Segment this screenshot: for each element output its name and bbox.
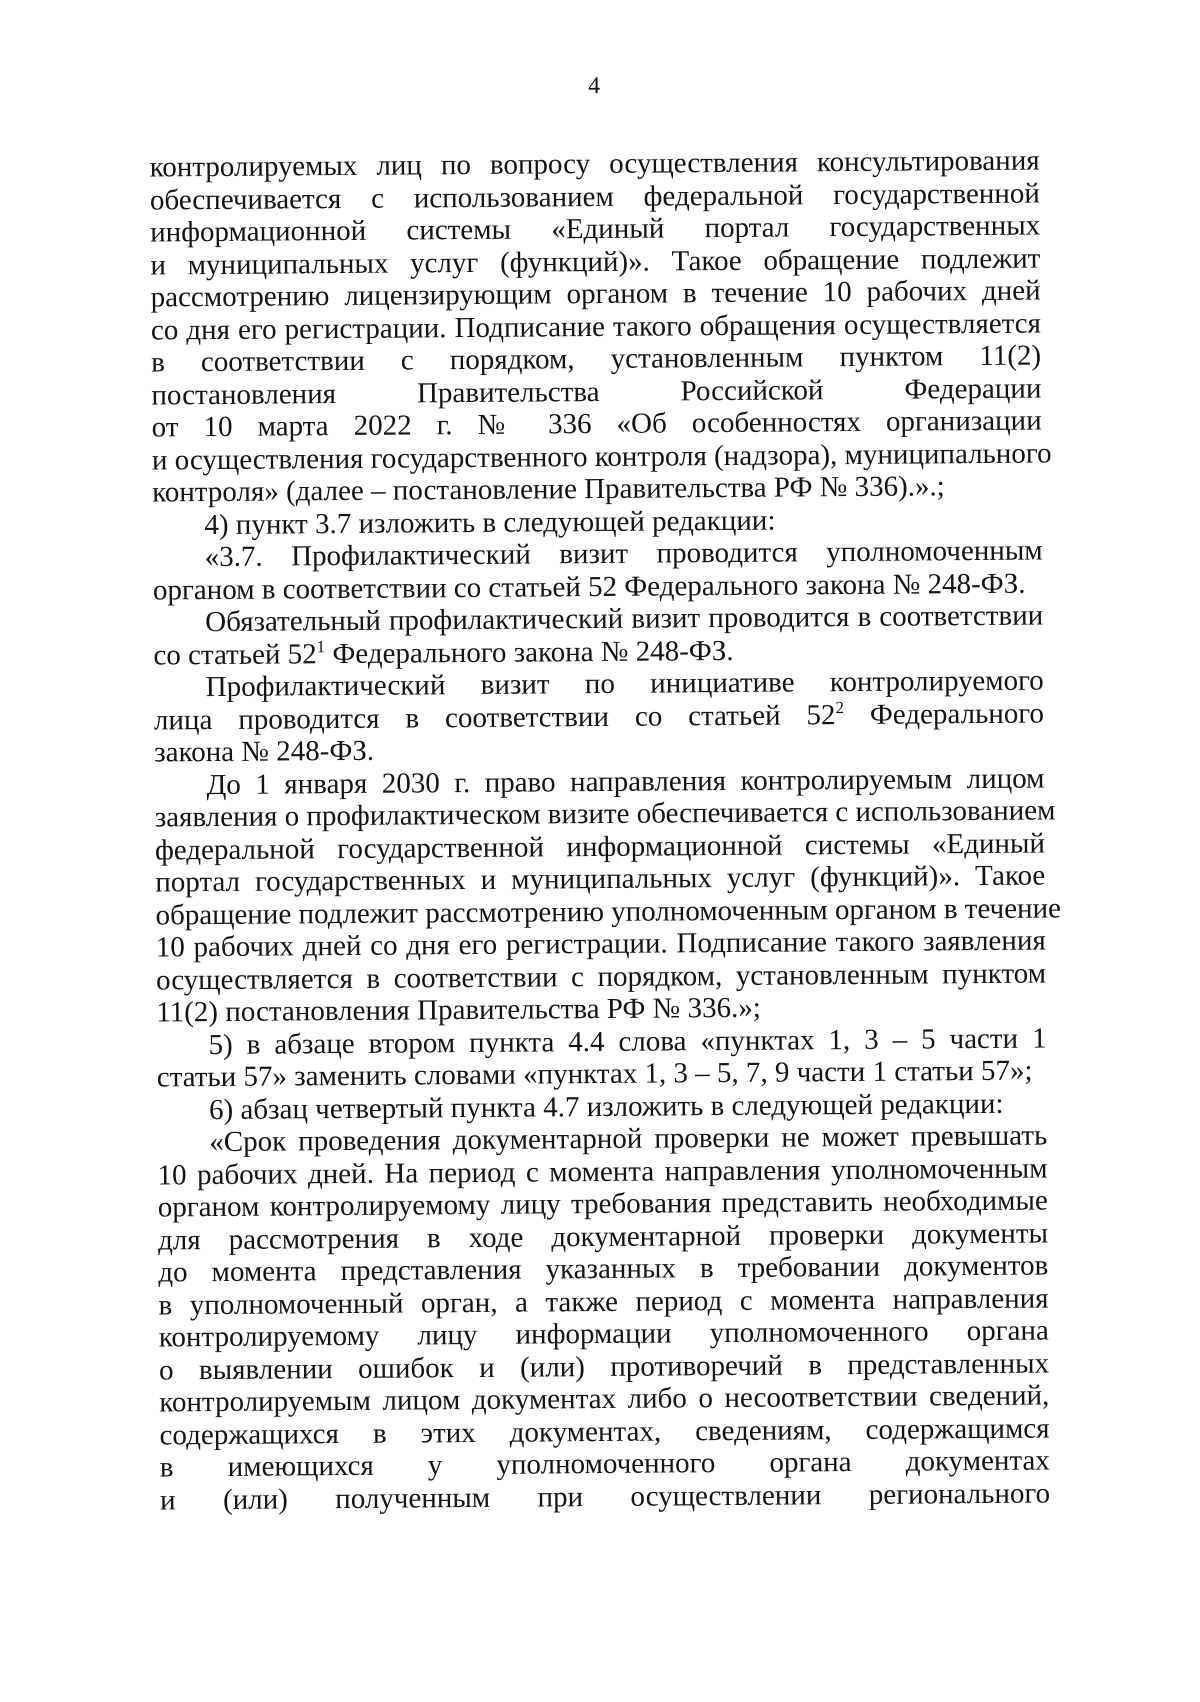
line-text: до момента представления указанных в требовании документов <box>158 1249 1049 1289</box>
line-text: «Срок проведения документарной проверки не может превышать <box>209 1119 1048 1159</box>
line-text: 10 рабочих дней со дня его регистрации. Подписание такого заявления <box>155 924 1046 964</box>
line-text: 6) абзац четвертый пункта 4.7 изложить в следующей редакции: <box>208 1087 1004 1126</box>
line-text: органом в соответствии со статьей 52 Федерального закона № 248-ФЗ. <box>152 567 1026 607</box>
line-text: рассмотрению лицензирующим органом в течение 10 рабочих дней <box>150 274 1041 314</box>
line-text: постановления Правительства Российской Федерации <box>151 372 1042 412</box>
line-text: информационной системы «Единый портал государственных <box>150 209 1041 249</box>
line-text: обращение подлежит рассмотрению уполномоченным органом в течение <box>155 891 1062 931</box>
line-text: 10 рабочих дней. На период с момента направления уполномоченным <box>157 1151 1048 1191</box>
line-text: контроля» (далее – постановление Правительства РФ № 336).».; <box>152 470 945 509</box>
line-text: в соответствии с порядком, установленным пунктом 11(2) <box>151 339 1042 379</box>
line-text: заявления о профилактическом визите обеспечивается с использованием <box>154 794 1056 834</box>
line-text: органом контролируемому лицу требования представить необходимые <box>157 1184 1048 1224</box>
line-text: До 1 января 2030 г. право направления контролируемым лицом <box>206 762 1045 801</box>
line-text: 4) пункт 3.7 изложить в следующей редакции: <box>204 504 776 541</box>
page-number: 4 <box>587 72 601 100</box>
line-text: 5) в абзаце втором пункта 4.4 слова «пунктах 1, 3 – 5 части 1 <box>208 1021 1047 1061</box>
line-text: портал государственных и муниципальных услуг (функций)». Такое <box>155 859 1046 899</box>
line-text-continued: Федерального закона № 248-ФЗ. <box>325 634 734 670</box>
line-text: и осуществления государственного контроля (надзора), муниципального <box>151 436 1052 477</box>
superscript-index: 1 <box>316 636 326 656</box>
line-text: содержащихся в этих документах, сведениям, содержащимся <box>159 1411 1050 1451</box>
line-text: в уполномоченный орган, а также период с момента направления <box>158 1281 1049 1321</box>
line-text: для рассмотрения в ходе документарной проверки документы <box>157 1216 1049 1256</box>
line-text: Обязательный профилактический визит проводится в соответствии <box>205 599 1044 639</box>
line-text: контролируемых лиц по вопросу осуществления консультирования <box>149 144 1040 184</box>
line-text: «3.7. Профилактический визит проводится уполномоченным <box>204 534 1043 574</box>
line-text: федеральной государственной информационной системы «Единый <box>154 827 1046 866</box>
line-text: закона № 248-ФЗ. <box>154 734 375 769</box>
line-text-continued: Федерального <box>843 697 1045 731</box>
line-text: Профилактический визит по инициативе контролируемого <box>205 664 1044 704</box>
superscript-index: 2 <box>835 697 844 717</box>
line-text: 11(2) постановления Правительства РФ № 336.»; <box>156 991 761 1029</box>
line-text: о выявлении ошибок и (или) противоречий в представленных <box>158 1346 1050 1386</box>
line-text: от 10 марта 2022 г. № 336 «Об особенностях организации <box>151 404 1042 444</box>
line-text: со статьей 52 <box>153 637 317 672</box>
line-text: лица проводится в соответствии со статьей 52 <box>153 698 836 736</box>
line-text: и муниципальных услуг (функций)». Такое обращение подлежит <box>150 242 1041 282</box>
line-text: контролируемому лицу информации уполномоченного органа <box>158 1314 1049 1354</box>
line-text: со дня его регистрации. Подписание такого обращения осуществляется <box>150 307 1042 347</box>
line-text: осуществляется в соответствии с порядком, установленным пунктом <box>155 957 1047 996</box>
line-text: статьи 57» заменить словами «пунктах 1, 3 – 5, 7, 9 части 1 статьи 57»; <box>156 1054 1033 1094</box>
document-body <box>149 144 1062 1517</box>
line-text: обеспечивается с использованием федеральной государственной <box>149 177 1040 217</box>
line-text: и (или) полученным при осуществлении регионального <box>159 1476 1051 1516</box>
text-line <box>160 1477 1050 1516</box>
line-text: контролируемым лицом документах либо о несоответствии сведений, <box>159 1379 1050 1419</box>
line-text: в имеющихся у уполномоченного органа документах <box>159 1444 1050 1484</box>
